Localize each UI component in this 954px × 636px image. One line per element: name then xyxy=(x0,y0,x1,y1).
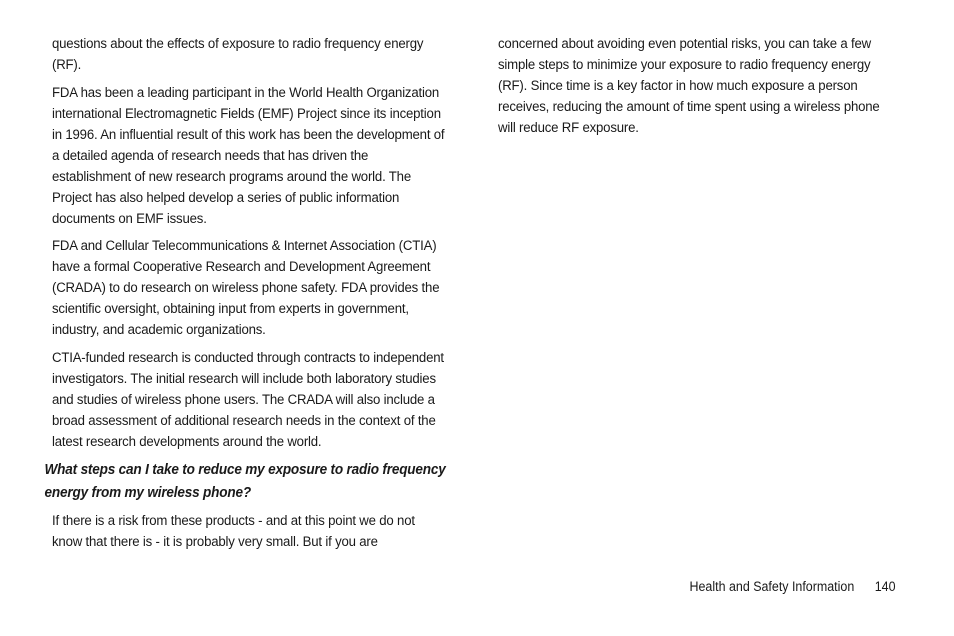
page-number: 140 xyxy=(875,579,896,594)
paragraph-rf-questions: questions about the effects of exposure to radio frequency energy (RF). xyxy=(52,36,424,73)
footer-section-title: Health and Safety Information xyxy=(689,579,855,594)
left-column xyxy=(44,34,447,560)
right-column xyxy=(498,34,884,146)
paragraph-who-emf-project: FDA has been a leading participant in the World Health Organization international Electromagnetic Fields (EMF) Project since its inception in 1996. An influential result of this work has been the development of a detailed agenda of research needs that has driven the establishment of new research programs around the world. The Project has also helped develop a series of public information documents on EMF issues. xyxy=(52,84,445,227)
section-heading: What steps can I take to reduce my exposure to radio frequency energy from my wireless phone? xyxy=(44,462,446,501)
paragraph-risk-intro: If there is a risk from these products - and at this point we do not know that there is - it is probably very small. But if you are xyxy=(52,513,415,550)
paragraph-ctia-crada: FDA and Cellular Telecommunications & Internet Association (CTIA) have a formal Cooperative Research and Development Agreement (CRADA) to do research on wireless phone safety. FDA provides the scientific oversight, obtaining input from experts in government, industry, and academic organizations. xyxy=(52,238,440,338)
page-footer xyxy=(690,578,896,596)
paragraph-reduce-exposure: concerned about avoiding even potential risks, you can take a few simple steps to minimize your exposure to radio frequency energy (RF). Since time is a key factor in how much exposure a person receives, reducing the amount of time spent using a wireless phone will reduce RF exposure. xyxy=(498,36,880,136)
paragraph-ctia-research: CTIA-funded research is conducted through contracts to independent investigators. The initial research will include both laboratory studies and studies of wireless phone users. The CRADA will also include a broad assessment of additional research needs in the context of the latest research developments around the world. xyxy=(52,349,444,450)
